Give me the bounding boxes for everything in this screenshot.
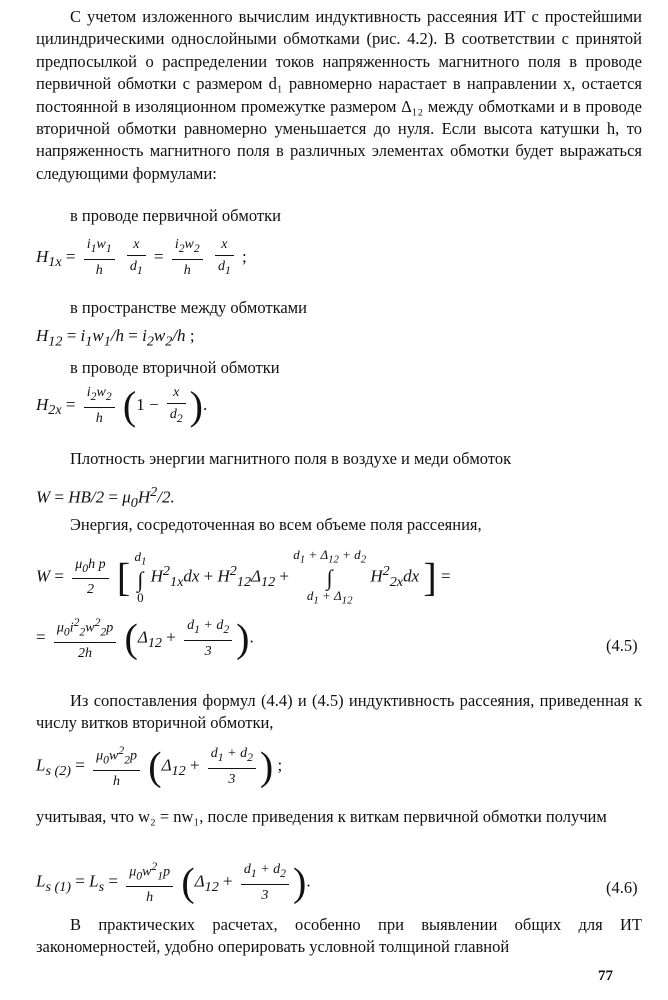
- paragraph-practical: В практических расчетах, особенно при выявлении общих для ИТ закономерностей, удобно оперировать условной толщиной главной: [36, 915, 642, 957]
- paragraph-intro: С учетом изложенного вычислим индуктивность рассеяния ИТ с простейшими цилиндрическими однослойными обмотками (рис. 4.2). В соответствии с принятой предпосылкой о распределении токов напряженность магнитного поля в проводе первичной обмотки с размером d₁ равномерно нарастает в направлении x, остается постоянной в изоляционном промежутке размером Δ₁₂ между обмотками и в проводе вторичной обмотки равномерно уменьшается до нуля. Если высота катушки h, то напряженность магнитного поля в различных элементах обмотки будет выражаться следующими формулами:: [36, 7, 642, 183]
- label-gap-between-windings: в пространстве между обмотками: [70, 298, 307, 317]
- paragraph-energy-volume: Энергия, сосредоточенная во всем объеме поля рассеяния,: [70, 515, 482, 534]
- equation-ls1: $L_{s (1)} = L_s$ = $\frac{\mu_0w^2_1p}{h}$ ($\Delta_{12}$ + $\frac{d_1 + d_2}{3}$ ).: [36, 859, 311, 906]
- equation-w-integral: W = $\frac{\mu_0h p}{2}$ [ $d_1$ ∫ 0 $H^2_{1x}dx + H^2_{12}\Delta_{12}$ + $d_1 + \Delta_{12} + d_2$ ∫ $d_1 + \Delta_{12}$ $H^2_{2x}dx$ ] =: [36, 547, 451, 607]
- equation-number-4-6: (4.6): [606, 878, 638, 897]
- equation-w-result: = $\frac{\mu_0i^2_2w^2_2p}{2h}$ ($\Delta_{12}$ + $\frac{d_1 + d_2}{3}$ ).: [36, 615, 254, 662]
- equation-ls2: $L_{s (2)}$ = $\frac{\mu_0w^2_2p}{h}$ ($\Delta_{12}$ + $\frac{d_1 + d_2}{3}$ ) ;: [36, 743, 283, 790]
- equation-h1x: $H_{1x}$ = $\frac{i_1w_1}{h}$ $\frac{x}{d_1}$ = $\frac{i_2w_2}{h}$ $\frac{x}{d_1}$ ;: [36, 237, 247, 278]
- label-secondary-wire: в проводе вторичной обмотки: [70, 358, 280, 377]
- label-primary-wire: в проводе первичной обмотки: [70, 206, 281, 225]
- paragraph-transform: учитывая, что w₂ = nw₁, после приведения к виткам первичной обмотки получим: [36, 807, 607, 826]
- paragraph-energy-density: Плотность энергии магнитного поля в воздухе и меди обмоток: [70, 449, 512, 468]
- paragraph-comparison: Из сопоставления формул (4.4) и (4.5) индуктивность рассеяния, приведенная к числу витков вторичной обмотки,: [36, 691, 642, 733]
- equation-h2x: $H_{2x}$ = $\frac{i_2w_2}{h}$ (1 − $\frac{x}{d_2}$ ).: [36, 382, 208, 428]
- equation-h12: $H_{12} = i_1w_1/h = i_2w_2/h$ ;: [36, 326, 195, 350]
- equation-number-4-5: (4.5): [606, 636, 638, 655]
- page-number: 77: [598, 968, 613, 984]
- equation-w-density: $W = HB/2 = \mu_0H^2/2$.: [36, 484, 175, 512]
